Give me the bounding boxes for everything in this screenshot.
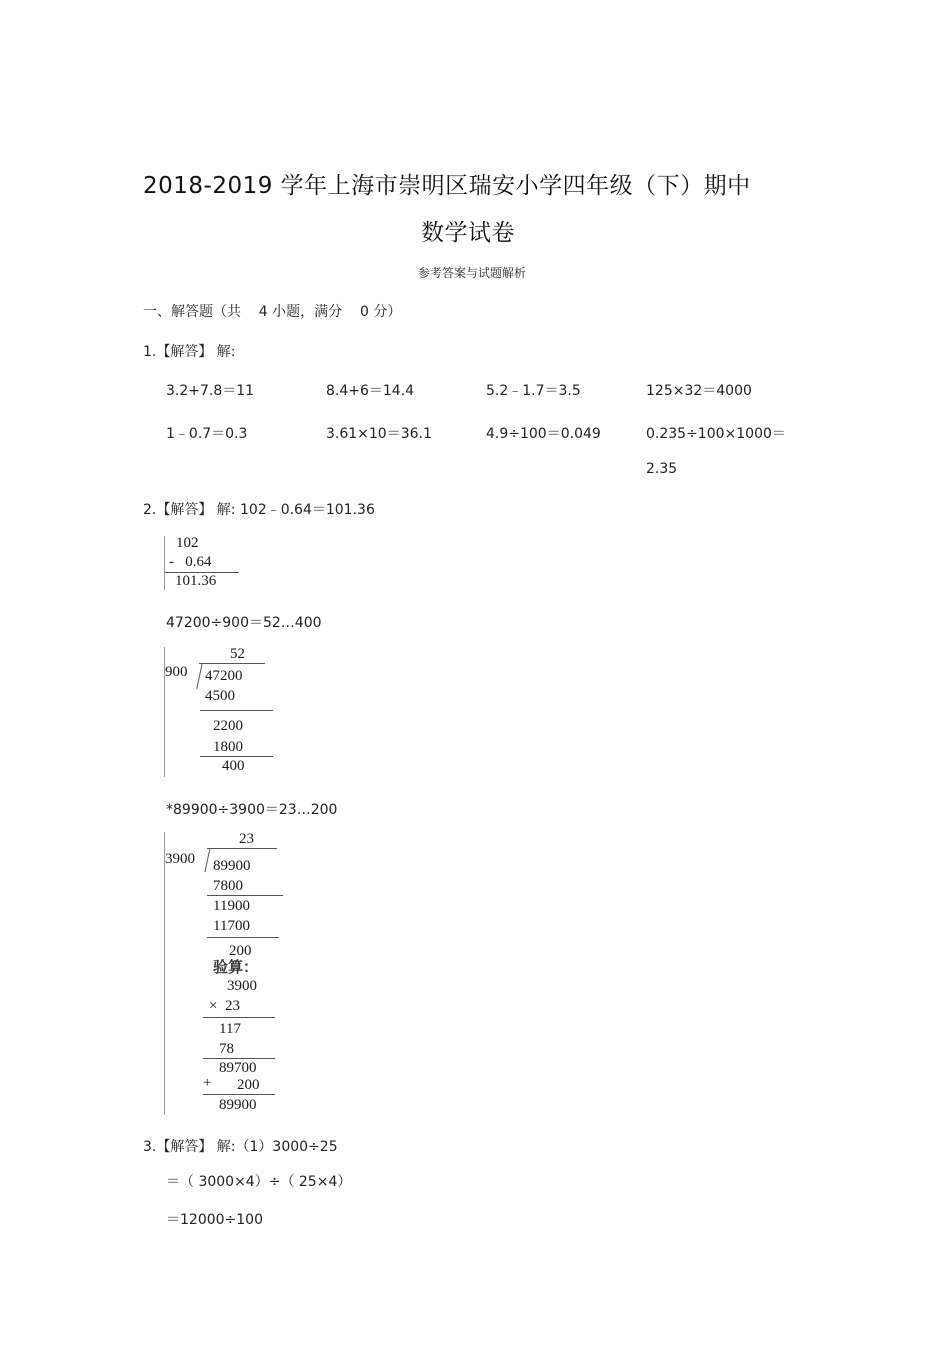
q1-equation: 1﹣0.7＝0.3 — [166, 426, 248, 442]
q1-equation-continued: 2.35 — [646, 461, 678, 477]
calc-line — [203, 1058, 275, 1059]
q1-equation: 0.235÷100×1000＝ — [646, 426, 786, 442]
remainder: 200 — [229, 943, 252, 959]
division-bracket — [204, 848, 210, 872]
q1-equation: 125×32＝4000 — [646, 383, 752, 399]
q2-label: 2.【解答】 解: 102﹣0.64＝101.36 — [143, 502, 375, 518]
division-bracket — [196, 663, 203, 689]
division-step: 4500 — [205, 688, 235, 704]
calc-number: 102 — [176, 535, 199, 551]
q1-equation: 4.9÷100＝0.049 — [486, 426, 601, 442]
check-result: 89900 — [219, 1097, 257, 1113]
division-step: 11700 — [213, 918, 250, 934]
division-step: 7800 — [213, 878, 243, 894]
calc-line — [203, 1094, 275, 1095]
q1-equation: 3.61×10＝36.1 — [326, 426, 432, 442]
calc-result: 101.36 — [175, 573, 217, 589]
calc-line — [207, 895, 283, 896]
q1-equation: 3.2+7.8＝11 — [166, 383, 255, 399]
q1-label: 1.【解答】 解: — [143, 344, 236, 360]
divisor: 900 — [165, 664, 188, 680]
q2-equation: *89900÷3900＝23…200 — [166, 802, 338, 818]
q2-equation: 47200÷900＝52…400 — [166, 615, 322, 631]
q3-step: ＝（ 3000×4）÷（ 25×4） — [166, 1174, 352, 1190]
check-remainder: 200 — [237, 1077, 260, 1093]
calc-line — [207, 937, 279, 938]
page-title: 2018-2019 学年上海市崇明区瑞安小学四年级（下）期中 — [143, 173, 751, 199]
division-bar — [199, 663, 265, 664]
divisor: 3900 — [165, 851, 195, 867]
check-partial: 78 — [219, 1041, 234, 1057]
division-step: 1800 — [213, 739, 243, 755]
check-label: 验算： — [213, 958, 259, 976]
plus-sign: + — [203, 1075, 212, 1091]
remainder: 400 — [222, 758, 245, 774]
quotient: 23 — [239, 831, 254, 847]
section-heading: 一、解答题（共 4 小题，满分 0 分） — [143, 304, 402, 320]
check-number: 3900 — [227, 978, 257, 994]
q1-equation: 5.2﹣1.7＝3.5 — [486, 383, 581, 399]
check-multiplier: × 23 — [209, 998, 240, 1014]
q3-label: 3.【解答】 解:（1）3000÷25 — [143, 1139, 338, 1155]
division-bar — [207, 848, 277, 849]
check-partial: 117 — [219, 1021, 241, 1037]
calc-line — [203, 1017, 275, 1018]
subtraction-calculation — [164, 536, 241, 590]
division-step: 2200 — [213, 718, 243, 734]
calc-number: - 0.64 — [169, 554, 212, 570]
dividend: 89900 — [213, 858, 251, 874]
check-sum: 89700 — [219, 1060, 257, 1076]
long-division-calculation — [164, 647, 278, 777]
q3-step: ＝12000÷100 — [166, 1212, 263, 1228]
quotient: 52 — [230, 646, 245, 662]
calc-line — [200, 756, 273, 757]
division-step: 11900 — [213, 898, 250, 914]
q1-equation: 8.4+6＝14.4 — [326, 383, 415, 399]
page-subtitle: 参考答案与试题解析 — [418, 266, 527, 280]
dividend: 47200 — [205, 668, 243, 684]
calc-line — [200, 710, 273, 711]
page-title-line2: 数学试卷 — [421, 220, 515, 246]
long-division-with-check — [164, 832, 288, 1115]
